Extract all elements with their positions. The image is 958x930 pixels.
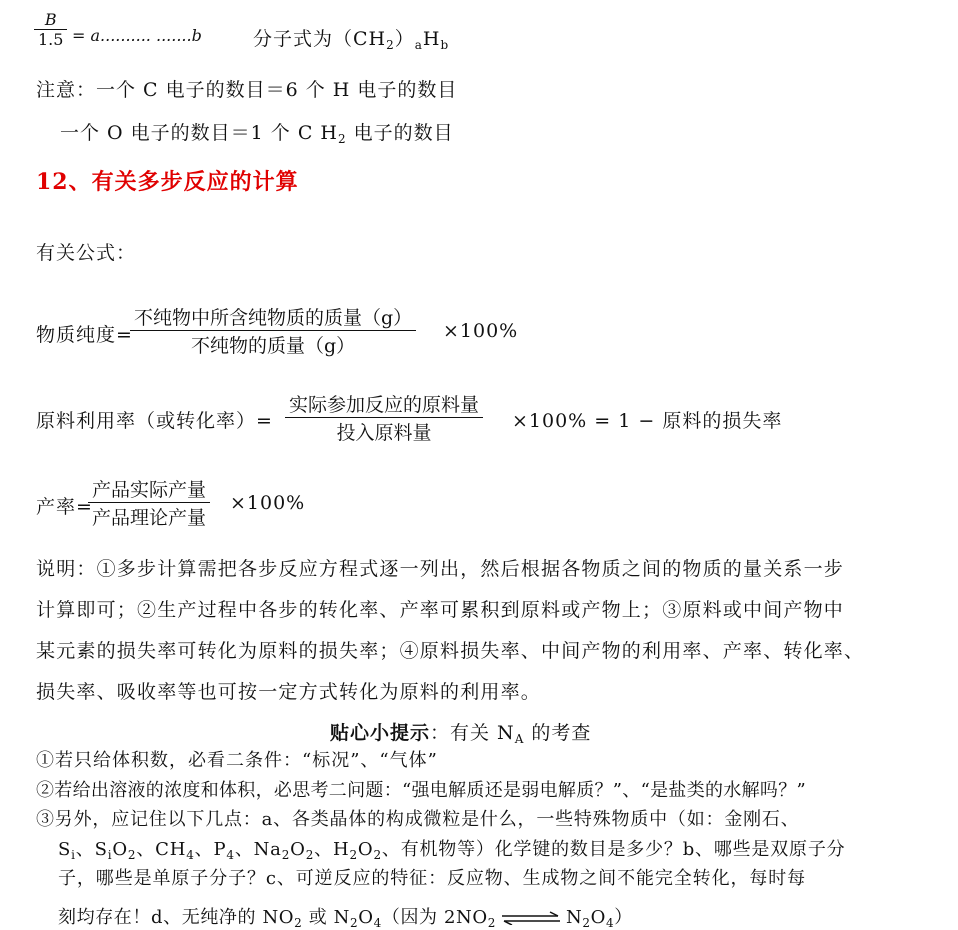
top-equation: = a.......... .......b <box>72 26 202 45</box>
tip-item-3-line-4: 刻均存在！d、无纯净的 $NO_2$ 或 $N_2O_4$（因为 $2NO_2$ $N_2O_4$） <box>58 907 633 930</box>
yield-fraction <box>88 475 210 530</box>
top-fraction-den: 1.5 <box>38 30 64 49</box>
purity-fraction <box>130 303 416 358</box>
utilization-label: 原料利用率（或转化率）= <box>36 410 273 432</box>
section-heading: 12、有关多步反应的计算 <box>36 169 299 195</box>
tip-item-3-line-2: $S_i$、$S_iO_2$、$CH_4$、$P_4$、$Na_2O_2$、$H_2O_2$、有机物等）化学键的数目是多少？b、哪些是双原子分 <box>58 839 846 862</box>
explanation-line-1: 说明：①多步计算需把各步反应方程式逐一列出，然后根据各物质之间的物质的量关系一步 <box>36 558 845 580</box>
purity-label: 物质纯度= <box>36 324 133 346</box>
tip-item-2: ②若给出溶液的浓度和体积，必思考二问题：“强电解质还是弱电解质？”、“是盐类的水解吗？” <box>36 780 807 801</box>
note-line-1: 注意：一个 C 电子的数目＝6 个 H 电子的数目 <box>36 79 458 101</box>
purity-num: 不纯物中所含纯物质的质量（g） <box>134 307 413 329</box>
yield-tail: ×100% <box>230 492 306 514</box>
explanation-line-4: 损失率、吸收率等也可按一定方式转化为原料的利用率。 <box>36 681 542 703</box>
tip-title: 贴心小提示：有关 $N_A$ 的考查 <box>330 722 592 746</box>
explanation-line-2: 计算即可；②生产过程中各步的转化率、产率可累积到原料或产物上；③原料或中间产物中 <box>36 599 845 621</box>
note-line-2: 一个 O 电子的数目＝1 个 C $H_2$ 电子的数目 <box>60 122 454 146</box>
tip-item-3-line-1: ③另外，应记住以下几点：a、各类晶体的构成微粒是什么，一些特殊物质中（如：金刚石、 <box>36 809 800 830</box>
purity-den: 不纯物的质量（g） <box>191 335 356 357</box>
molecular-formula: 分子式为$(CH_2)_aH_b$ <box>253 28 450 52</box>
explanation-line-3: 某元素的损失率可转化为原料的损失率；④原料损失率、中间产物的利用率、产率、转化率、 <box>36 640 865 662</box>
purity-tail: ×100% <box>443 320 519 342</box>
utilization-tail: ×100% = 1 − 原料的损失率 <box>512 410 783 432</box>
utilization-fraction <box>285 390 483 445</box>
utilization-den: 投入原料量 <box>336 422 432 444</box>
formula-label: 有关公式： <box>36 242 137 264</box>
utilization-num: 实际参加反应的原料量 <box>289 394 480 416</box>
tip-item-3-line-3: 子，哪些是单原子分子？c、可逆反应的特征：反应物、生成物之间不能完全转化，每时每 <box>58 868 807 889</box>
yield-label: 产率= <box>36 496 93 518</box>
tip-item-1: ①若只给体积数，必看二条件：“标况”、“气体” <box>36 750 438 771</box>
yield-den: 产品理论产量 <box>92 507 207 529</box>
yield-num: 产品实际产量 <box>92 479 207 501</box>
top-fraction <box>34 10 67 49</box>
reversible-arrow-icon <box>500 911 562 925</box>
top-fraction-num: B <box>44 10 57 29</box>
